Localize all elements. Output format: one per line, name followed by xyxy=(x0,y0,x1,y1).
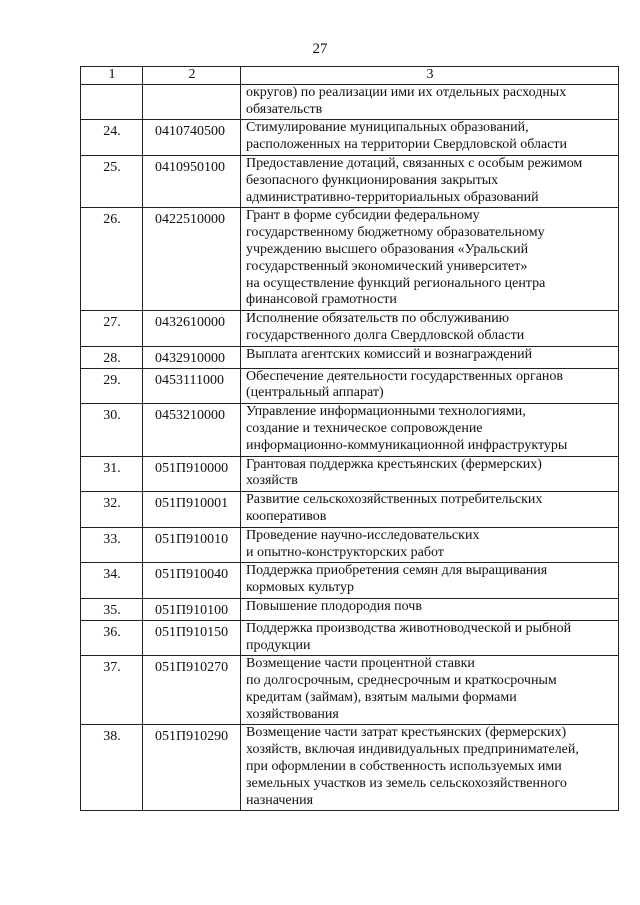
row-number: 36. xyxy=(81,620,143,656)
description-line: хозяйств xyxy=(246,473,298,489)
article-description xyxy=(241,656,619,725)
description-line: Проведение научно-исследовательских xyxy=(246,527,480,543)
description-line: по долгосрочным, среднесрочным и краткосрочным xyxy=(246,673,557,689)
description-line: кооперативов xyxy=(246,508,327,524)
description-line: Грант в форме субсидии федеральному xyxy=(246,208,480,224)
description-line: Поддержка приобретения семян для выращивания xyxy=(246,563,548,579)
table-row xyxy=(81,120,619,156)
description-line: Грантовая поддержка крестьянских (фермерских) xyxy=(246,456,542,472)
target-article-code: 051П910000 xyxy=(143,456,241,492)
budget-items-table xyxy=(80,66,619,811)
description-line: Стимулирование муниципальных образований, xyxy=(246,120,529,136)
table-row xyxy=(81,404,619,456)
table-body xyxy=(81,84,619,811)
target-article-code: 0422510000 xyxy=(143,208,241,311)
description-line: кормовых культур xyxy=(246,580,355,596)
row-number: 37. xyxy=(81,656,143,725)
article-description xyxy=(241,527,619,563)
table-row xyxy=(81,527,619,563)
row-number: 35. xyxy=(81,598,143,620)
article-description xyxy=(241,563,619,599)
description-line: на осуществление функций регионального центра xyxy=(246,275,546,291)
target-article-code: 051П910290 xyxy=(143,725,241,811)
target-article-code: 051П910100 xyxy=(143,598,241,620)
target-article-code: 0432910000 xyxy=(143,346,241,368)
description-line: финансовой грамотности xyxy=(246,292,397,308)
description-line: Развитие сельскохозяйственных потребительских xyxy=(246,492,543,508)
row-number: 38. xyxy=(81,725,143,811)
description-line: хозяйствования xyxy=(246,706,339,722)
article-description xyxy=(241,208,619,311)
description-line: кредитам (займам), взятым малыми формами xyxy=(246,689,517,705)
description-line: округов) по реализации ими их отдельных расходных xyxy=(246,84,567,100)
article-description xyxy=(241,598,619,620)
description-line: при оформлении в собственность используемых ими xyxy=(246,759,562,775)
row-number: 25. xyxy=(81,155,143,207)
row-number xyxy=(81,84,143,120)
table-row xyxy=(81,155,619,207)
table-row xyxy=(81,492,619,528)
row-number: 32. xyxy=(81,492,143,528)
row-number: 30. xyxy=(81,404,143,456)
article-description xyxy=(241,346,619,368)
article-description xyxy=(241,84,619,120)
row-number: 33. xyxy=(81,527,143,563)
description-line: Поддержка производства животноводческой и рыбной xyxy=(246,620,572,636)
description-line: и опытно-конструкторских работ xyxy=(246,544,444,560)
row-number: 24. xyxy=(81,120,143,156)
article-description xyxy=(241,368,619,404)
table-row xyxy=(81,620,619,656)
article-description xyxy=(241,404,619,456)
description-line: обязательств xyxy=(246,101,323,117)
description-line: безопасного функционирования закрытых xyxy=(246,172,499,188)
article-description xyxy=(241,311,619,347)
table-row xyxy=(81,725,619,811)
description-line: Обеспечение деятельности государственных органов xyxy=(246,368,564,384)
row-number: 29. xyxy=(81,368,143,404)
description-line: Предоставление дотаций, связанных с особым режимом xyxy=(246,155,583,171)
table-header xyxy=(81,67,619,85)
article-description xyxy=(241,725,619,811)
description-line: Исполнение обязательств по обслуживанию xyxy=(246,311,510,327)
description-line: Возмещение части процентной ставки xyxy=(246,656,475,672)
header-col-1: 1 xyxy=(81,67,143,85)
table-row xyxy=(81,208,619,311)
page-number: 27 xyxy=(312,41,328,57)
target-article-code: 051П910150 xyxy=(143,620,241,656)
description-line: учреждению высшего образования «Уральский xyxy=(246,241,529,257)
target-article-code xyxy=(143,84,241,120)
table-row xyxy=(81,598,619,620)
target-article-code: 0410740500 xyxy=(143,120,241,156)
description-line: земельных участков из земель сельскохозяйственного xyxy=(246,775,567,791)
row-number: 31. xyxy=(81,456,143,492)
article-description xyxy=(241,456,619,492)
row-number: 28. xyxy=(81,346,143,368)
row-number: 26. xyxy=(81,208,143,311)
description-line: информационно-коммуникационной инфраструктуры xyxy=(246,437,568,453)
target-article-code: 051П910040 xyxy=(143,563,241,599)
description-line: Выплата агентских комиссий и вознаграждений xyxy=(246,346,533,362)
description-line: государственный экономический университет» xyxy=(246,258,528,274)
article-description xyxy=(241,120,619,156)
description-line: Повышение плодородия почв xyxy=(246,598,422,614)
target-article-code: 051П910001 xyxy=(143,492,241,528)
table-row xyxy=(81,368,619,404)
table-row xyxy=(81,656,619,725)
target-article-code: 0410950100 xyxy=(143,155,241,207)
target-article-code: 0453111000 xyxy=(143,368,241,404)
description-line: хозяйств, включая индивидуальных предпринимателей, xyxy=(246,742,579,758)
target-article-code: 051П910270 xyxy=(143,656,241,725)
header-col-2: 2 xyxy=(143,67,241,85)
description-line: государственного долга Свердловской области xyxy=(246,327,525,343)
description-line: продукции xyxy=(246,637,311,653)
table-row xyxy=(81,311,619,347)
description-line: создание и техническое сопровождение xyxy=(246,420,483,436)
article-description xyxy=(241,492,619,528)
article-description xyxy=(241,155,619,207)
table-row xyxy=(81,563,619,599)
table-row xyxy=(81,456,619,492)
description-line: расположенных на территории Свердловской области xyxy=(246,137,568,153)
target-article-code: 051П910010 xyxy=(143,527,241,563)
description-line: Управление информационными технологиями, xyxy=(246,404,526,420)
row-number: 34. xyxy=(81,563,143,599)
target-article-code: 0432610000 xyxy=(143,311,241,347)
table-row xyxy=(81,346,619,368)
target-article-code: 0453210000 xyxy=(143,404,241,456)
description-line: назначения xyxy=(246,792,314,808)
description-line: государственному бюджетному образовательному xyxy=(246,225,545,241)
table-row xyxy=(81,84,619,120)
header-col-3: 3 xyxy=(241,67,619,85)
description-line: административно-территориальных образований xyxy=(246,189,539,205)
header-row xyxy=(81,67,619,85)
description-line: Возмещение части затрат крестьянских (фермерских) xyxy=(246,725,567,741)
article-description xyxy=(241,620,619,656)
description-line: (центральный аппарат) xyxy=(246,385,384,401)
row-number: 27. xyxy=(81,311,143,347)
